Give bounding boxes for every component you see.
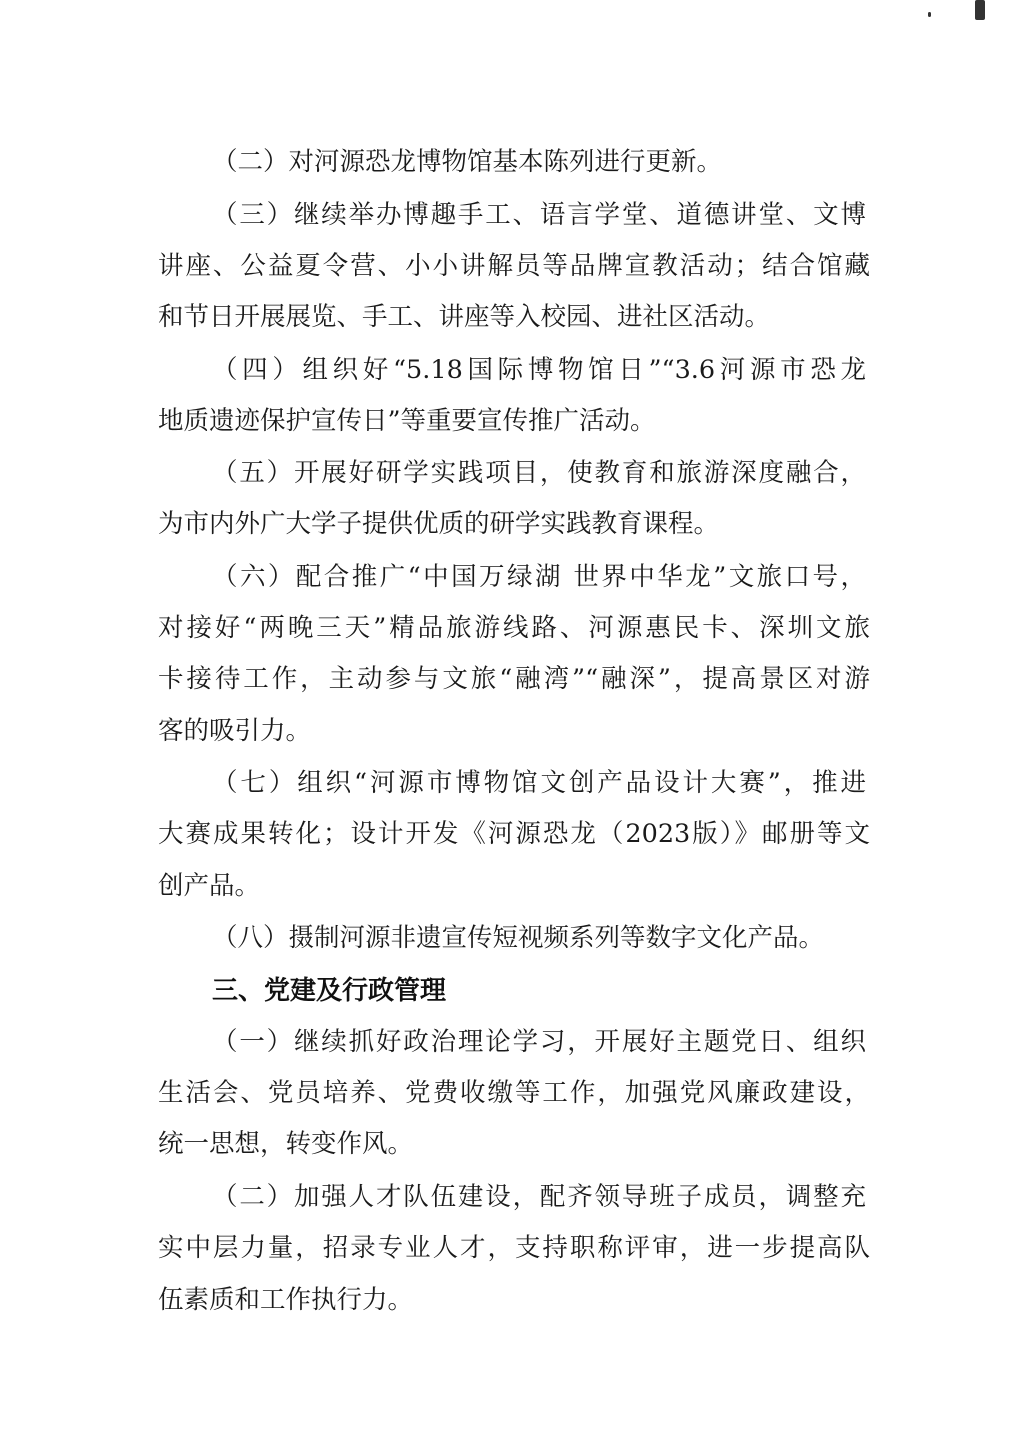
paragraph-line: 地质遗迹保护宣传日”等重要宣传推广活动。 [158,406,656,436]
paragraph-line: （二）加强人才队伍建设，配齐领导班子成员，调整充 [212,1182,866,1212]
paragraph-line: 为市内外广大学子提供优质的研学实践教育课程。 [158,509,720,539]
paragraph-line: （四）组织好“5.18国际博物馆日”“3.6河源市恐龙 [212,355,866,385]
paragraph-line: 卡接待工作，主动参与文旅“融湾”“融深”，提高景区对游 [158,664,870,694]
scan-mark [928,12,931,17]
paragraph-line: （八）摄制河源非遗宣传短视频系列等数字文化产品。 [212,923,825,953]
paragraph-line: 生活会、党员培养、党费收缴等工作，加强党风廉政建设， [158,1078,870,1108]
paragraph-line: 讲座、公益夏令营、小小讲解员等品牌宣教活动；结合馆藏 [158,251,870,281]
paragraph-line: （二）对河源恐龙博物馆基本陈列进行更新。 [212,147,723,177]
paragraph-line: 和节日开展展览、手工、讲座等入校园、进社区活动。 [158,302,771,332]
paragraph-line: 统一思想，转变作风。 [158,1129,414,1159]
paragraph-line: 客的吸引力。 [158,716,312,746]
paragraph-line: 实中层力量，招录专业人才，支持职称评审，进一步提高队 [158,1233,870,1263]
paragraph-line: 伍素质和工作执行力。 [158,1285,414,1315]
paragraph-line: （三）继续举办博趣手工、语言学堂、道德讲堂、文博 [212,200,866,230]
paragraph-line: （五）开展好研学实践项目，使教育和旅游深度融合， [212,458,866,488]
paragraph-line: 大赛成果转化；设计开发《河源恐龙（2023版）》邮册等文 [158,819,870,849]
paragraph-line: （六）配合推广“中国万绿湖 世界中华龙”文旅口号， [212,562,866,592]
paragraph-line: 创产品。 [158,871,261,901]
paragraph-line: 对接好“两晚三天”精品旅游线路、河源惠民卡、深圳文旅 [158,613,870,643]
section-heading: 三、党建及行政管理 [212,976,447,1006]
paragraph-line: （一）继续抓好政治理论学习，开展好主题党日、组织 [212,1027,866,1057]
paragraph-line: （七）组织“河源市博物馆文创产品设计大赛”，推进 [212,768,866,798]
scan-mark [975,0,985,20]
